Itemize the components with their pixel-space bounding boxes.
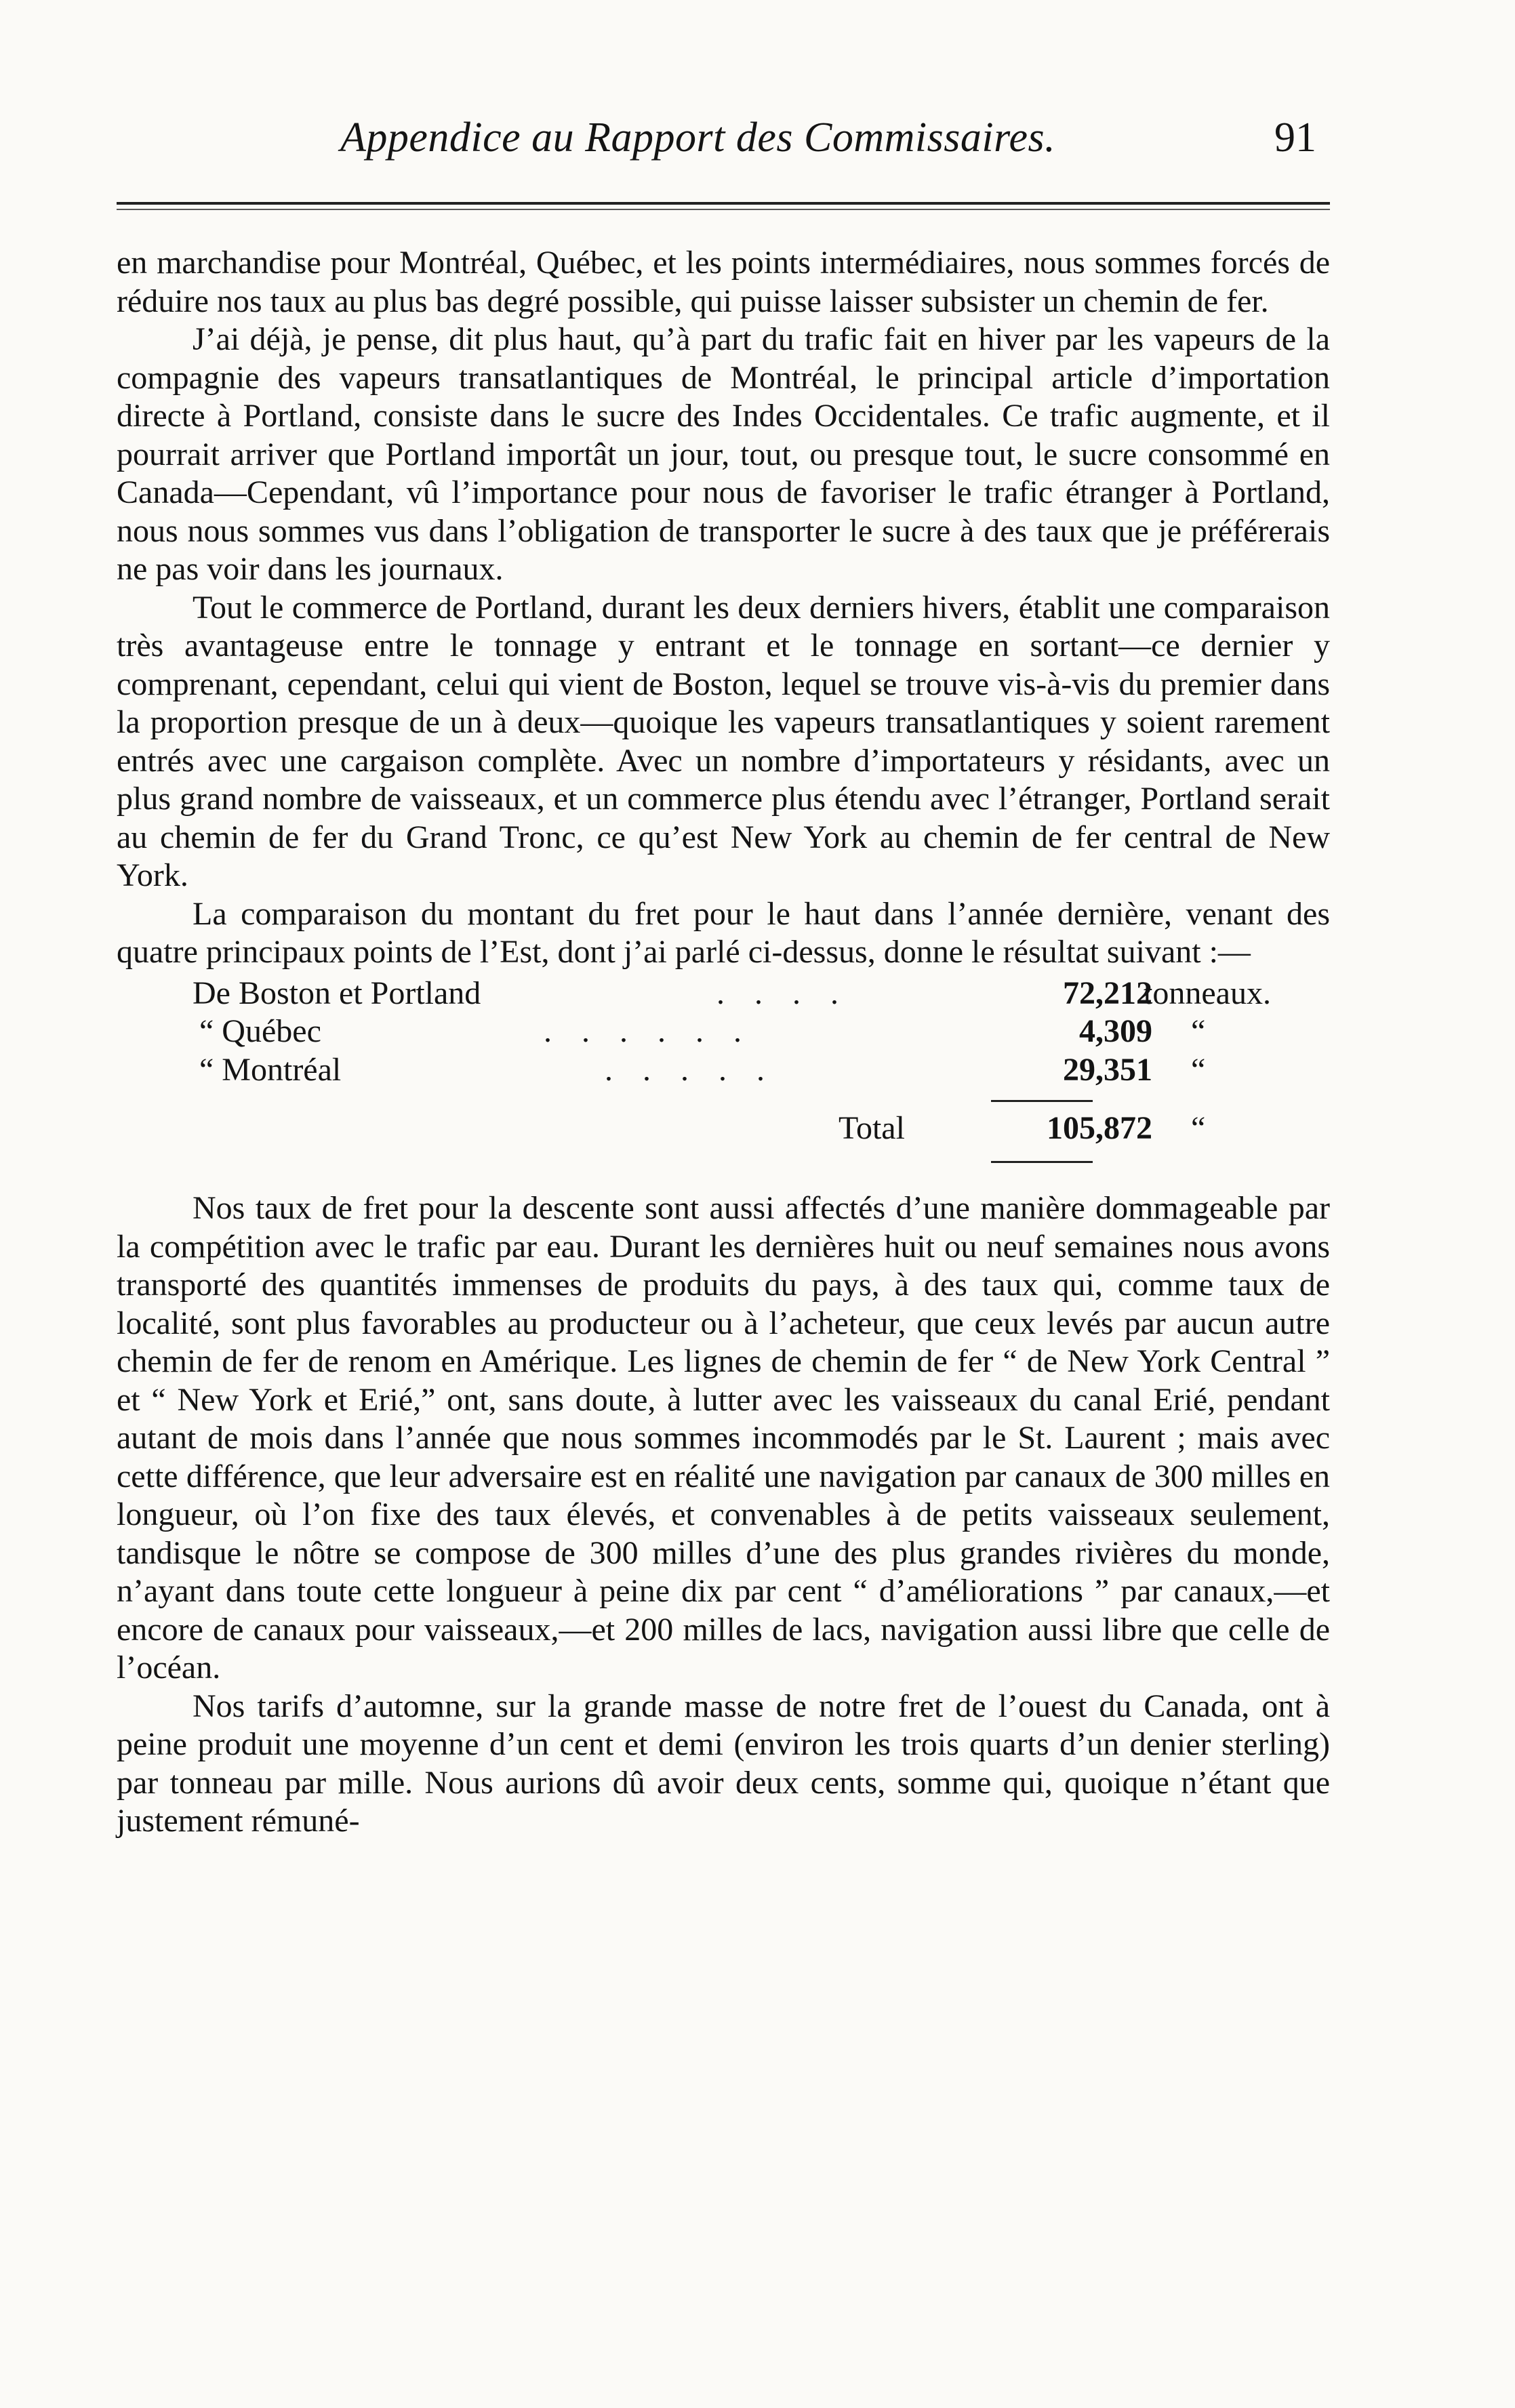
row-unit: tonneaux. — [1144, 975, 1271, 1011]
header-rule-thin — [117, 209, 1330, 210]
row-value: 29,351 — [1063, 1051, 1152, 1088]
row-unit: “ — [1191, 1013, 1206, 1049]
leader-dots: ..... — [605, 1051, 794, 1088]
leader-dots: .... — [716, 975, 868, 1011]
table-row — [117, 1013, 1330, 1051]
paragraph: La comparaison du montant du fret pour le haut dans l’année dernière, venant des quatre principaux points de l’Est, dont j’ai parlé ci-dessus, donne le résultat suivant :— — [117, 895, 1330, 970]
paragraph: Nos tarifs d’automne, sur la grande masse de notre fret de l’ouest du Canada, ont à peine produit une moyenne d’un cent et demi (environ les trois quarts d’un denier sterling) par tonneau par mille. Nous aurions dû avoir deux cents, somme qui, quoique n’étant que justement rémuné- — [117, 1688, 1330, 1839]
row-label: De Boston et Portland — [193, 975, 481, 1011]
row-value: 4,309 — [1079, 1013, 1152, 1049]
paragraph: Tout le commerce de Portland, durant les deux derniers hivers, établit une comparaison très avantageuse entre le tonnage y entrant et le tonnage en sortant—ce dernier y comprenant, cependant, celui qui vient de Boston, lequel se trouve vis-à-vis du premier dans la proportion presque de un à deux—quoique les vapeurs transatlantiques y soient rarement entrés avec une cargaison complète. Avec un nombre d’importateurs y résidants, avec un plus grand nombre de vaisseaux, et un commerce plus étendu avec l’étranger, Portland serait au chemin de fer du Grand Tronc, ce qu’est New York au chemin de fer central de New York. — [117, 589, 1330, 893]
total-bottom-rule — [991, 1161, 1093, 1163]
running-title: Appendice au Rapport des Commissaires. — [340, 115, 1056, 161]
paragraph: en marchandise pour Montréal, Québec, et les points intermédiaires, nous sommes forcés de réduire nos taux au plus bas degré possible, qui puisse laisser subsister un chemin de fer. — [117, 245, 1330, 319]
freight-table — [117, 975, 1330, 1183]
page-body — [117, 244, 1330, 1841]
paragraph: J’ai déjà, je pense, dit plus haut, qu’à part du trafic fait en hiver par les vapeurs de la compagnie des vapeurs transatlantiques de Montréal, le principal article d’importation directe à Portland, consiste dans le sucre des Indes Occidentales. Ce trafic augmente, et il pourrait arriver que Portland importât un jour, tout, ou presque tout, le sucre consommé en Canada—Cependant, vû l’importance pour nous de favoriser le trafic étranger à Portland, nous nous sommes vus dans l’obligation de transporter le sucre à des taux que je préférerais ne pas voir dans les journaux. — [117, 321, 1330, 587]
page-number: 91 — [1274, 115, 1316, 161]
total-value: 105,872 — [1047, 1110, 1152, 1146]
total-unit: “ — [1191, 1110, 1206, 1146]
table-total-row — [117, 1109, 1330, 1156]
total-rule — [991, 1100, 1093, 1102]
document-page — [117, 102, 1330, 1839]
row-label: “ Montréal — [199, 1051, 342, 1088]
row-unit: “ — [1191, 1051, 1206, 1088]
table-row — [117, 975, 1330, 1013]
row-value: 72,212 — [1063, 975, 1152, 1011]
total-bottom-rule-wrap — [117, 1156, 1330, 1183]
header-rule — [117, 202, 1330, 205]
paragraph: Nos taux de fret pour la descente sont aussi affectés d’une manière dommageable par la compétition avec le trafic par eau. Durant les dernières huit ou neuf semaines nous avons transporté des quantités immenses de produits du pays, à des taux qui, comme taux de localité, sont plus favorables au producteur ou à l’acheteur, que ceux levés par aucun autre chemin de fer de renom en Amérique. Les lignes de chemin de fer “ de New York Central ” et “ New York et Erié,” ont, sans doute, à lutter avec les vaisseaux du canal Erié, pendant autant de mois dans l’année que nous sommes incommodés par le St. Laurent ; mais avec cette différence, que leur adversaire est en réalité une navigation par canaux de 300 milles en longueur, où l’on fixe des taux élevés, et convenables à de petits vaisseaux seulement, tandisque le nôtre se compose de 300 milles d’une des plus grandes rivières du monde, n’ayant dans toute cette longueur à peine dix par cent “ d’améliorations ” par canaux,—et encore de canaux pour vaisseaux,—et 200 milles de lacs, navigation aussi libre que celle de l’océan. — [117, 1190, 1330, 1686]
leader-dots: ...... — [544, 1013, 771, 1049]
total-label: Total — [839, 1110, 905, 1146]
table-row — [117, 1051, 1330, 1090]
row-label: “ Québec — [199, 1013, 321, 1049]
running-header — [117, 102, 1330, 176]
